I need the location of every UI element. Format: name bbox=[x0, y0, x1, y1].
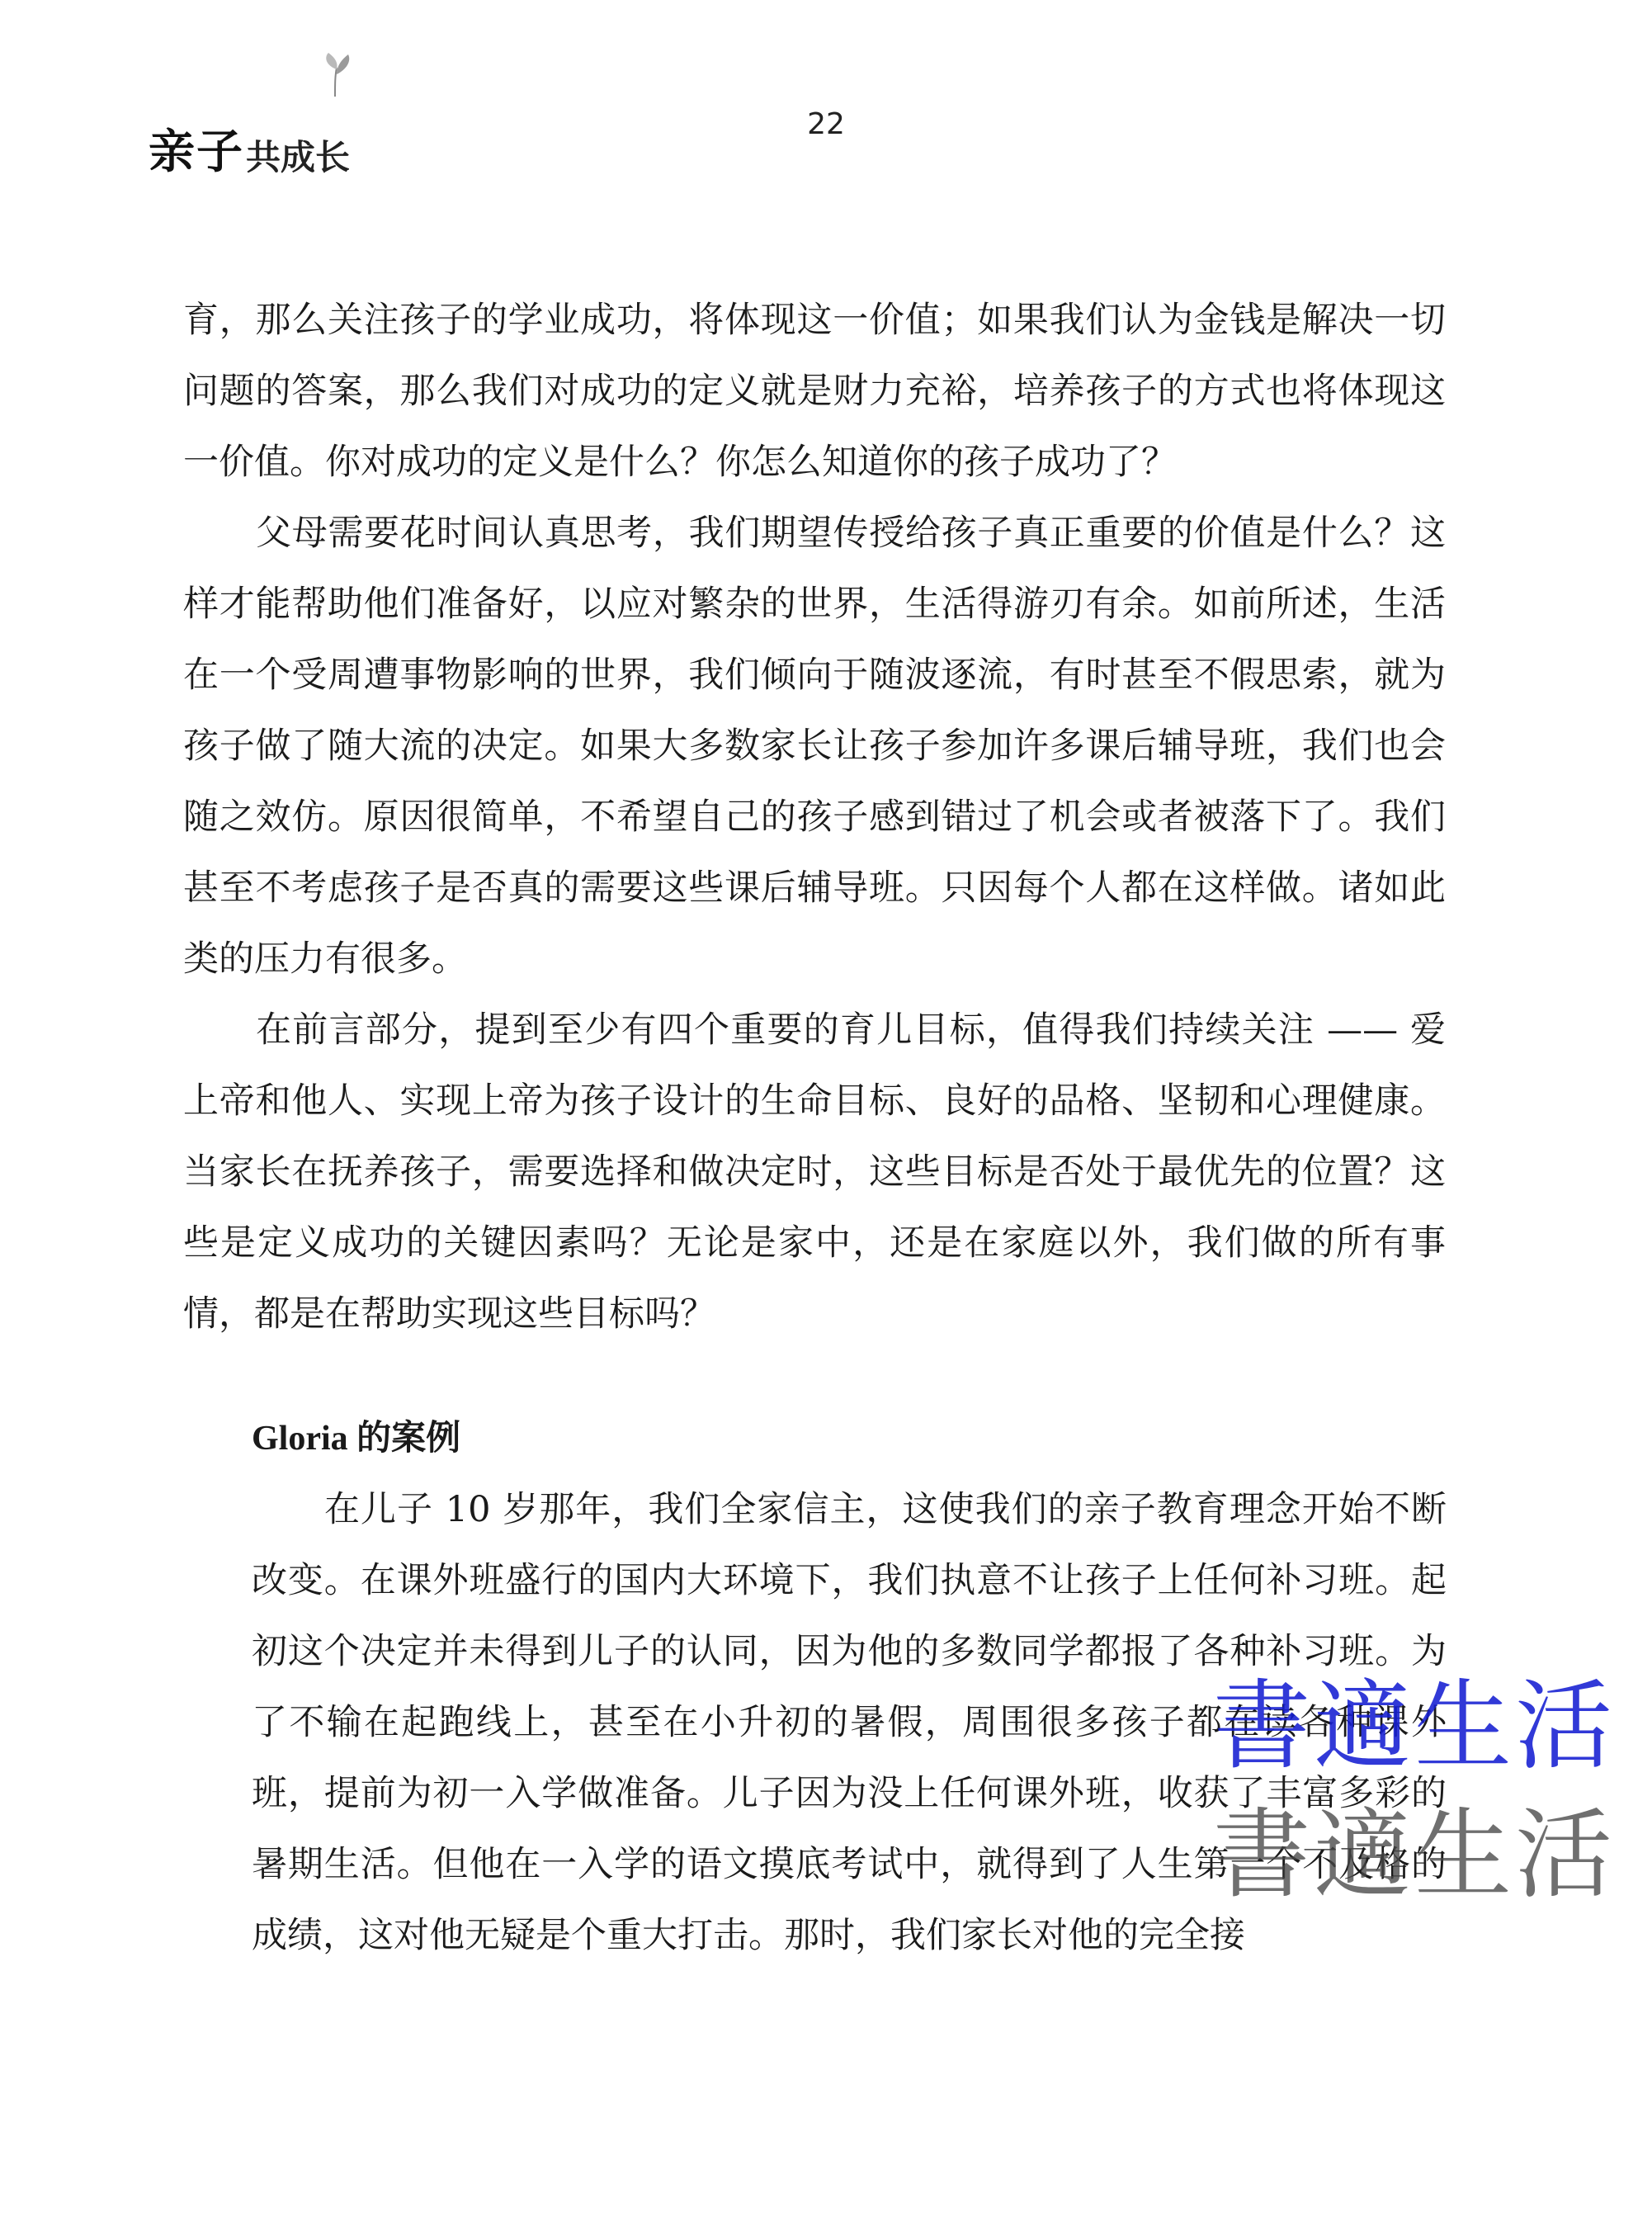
paragraph: 育，那么关注孩子的学业成功，将体现这一价值；如果我们认为金钱是解决一切问题的答案，那么我们对成功的定义就是财力充裕，培养孩子的方式也将体现这一价值。你对成功的定义是什么？你怎么知道你的孩子成功了？ bbox=[183, 300, 1446, 483]
book-logo-sub: 共成长 bbox=[246, 137, 351, 177]
case-title: Gloria 的案例 bbox=[252, 1420, 461, 1458]
page-number: 22 bbox=[807, 107, 845, 141]
paragraph: 父母需要花时间认真思考，我们期望传授给孩子真正重要的价值是什么？这样才能帮助他们准备好，以应对繁杂的世界，生活得游刃有余。如前所述，生活在一个受周遭事物影响的世界，我们倾向于随波逐流，有时甚至不假思索，就为孩子做了随大流的决定。如果大多数家长让孩子参加许多课后辅导班，我们也会随之效仿。原因很简单，不希望自己的孩子感到错过了机会或者被落下了。我们甚至不考虑孩子是否真的需要这些课后辅导班。只因每个人都在这样做。诸如此类的压力有很多。 bbox=[183, 513, 1446, 980]
leaf-icon bbox=[310, 51, 360, 101]
book-logo-main: 亲子 bbox=[149, 125, 244, 179]
watermark-gray: 書適生活 bbox=[1213, 1798, 1617, 1912]
watermark-blue: 書適生活 bbox=[1213, 1669, 1617, 1783]
main-text bbox=[183, 285, 1446, 1349]
paragraph: 在前言部分，提到至少有四个重要的育儿目标，值得我们持续关注 —— 爱上帝和他人、实现上帝为孩子设计的生命目标、良好的品格、坚韧和心理健康。当家长在抚养孩子，需要选择和做决定时，这些目标是否处于最优先的位置？这些是定义成功的关键因素吗？无论是家中，还是在家庭以外，我们做的所有事情，都是在帮助实现这些目标吗？ bbox=[183, 1009, 1446, 1335]
case-paragraph: 在儿子 10 岁那年，我们全家信主，这使我们的亲子教育理念开始不断改变。在课外班盛行的国内大环境下，我们执意不让孩子上任何补习班。起初这个决定并未得到儿子的认同，因为他的多数同学都报了各种补习班。为了不输在起跑线上，甚至在小升初的暑假，周围很多孩子都在读各种课外班，提前为初一入学做准备。儿子因为没上任何课外班，收获了丰富多彩的暑期生活。但他在一入学的语文摸底考试中，就得到了人生第一个不及格的成绩，这对他无疑是个重大打击。那时，我们家长对他的完全接 bbox=[252, 1489, 1447, 1956]
